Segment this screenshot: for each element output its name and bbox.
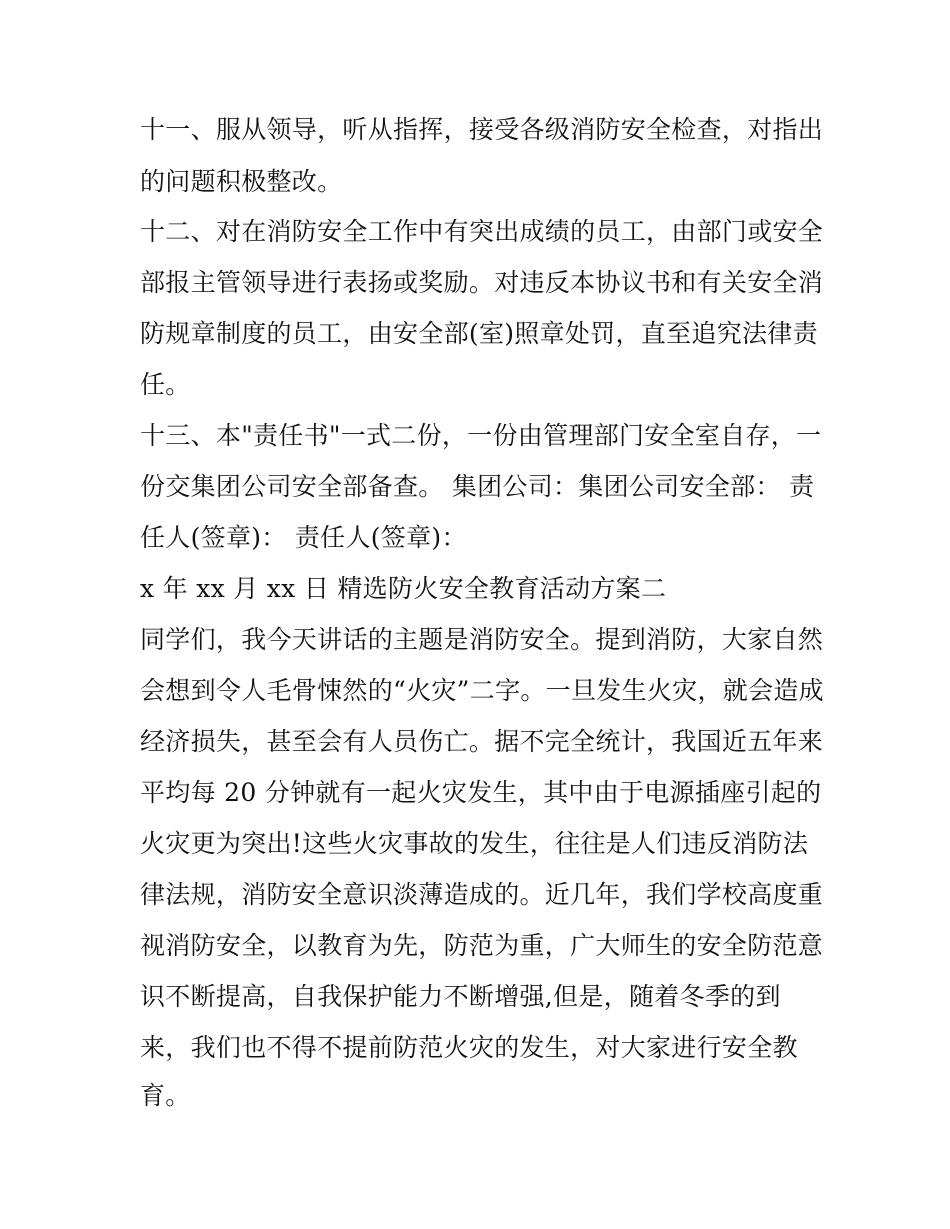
- text-line: 会想到令人毛骨悚然的“火灾”二字。一旦发生火灾，就会造成: [140, 676, 824, 705]
- text-line: 任。: [140, 370, 191, 399]
- text-line: 任人(签章)： 责任人(签章)：: [140, 523, 467, 552]
- text-line: 份交集团公司安全部备查。 集团公司：集团公司安全部： 责: [140, 472, 815, 501]
- text-line: 部报主管领导进行表扬或奖励。对违反本协议书和有关安全消: [140, 268, 824, 297]
- section-title: x 年 xx 月 xx 日 精选防火安全教育活动方案二: [140, 574, 667, 603]
- text-line: 十三、本"责任书"一式二份，一份由管理部门安全室自存，一: [140, 421, 822, 450]
- text-line: 来，我们也不得不提前防范火灾的发生，对大家进行安全教: [140, 1033, 798, 1062]
- text-line: 的问题积极整改。: [140, 167, 343, 196]
- text-line: 视消防安全，以教育为先，防范为重，广大师生的安全防范意: [140, 931, 824, 960]
- text-line: 火灾更为突出!这些火灾事故的发生，往往是人们违反消防法: [140, 829, 809, 858]
- text-line: 平均每 20 分钟就有一起火灾发生，其中由于电源插座引起的: [140, 778, 822, 807]
- text-line: 经济损失，甚至会有人员伤亡。据不完全统计，我国近五年来: [140, 727, 824, 756]
- text-line: 同学们，我今天讲话的主题是消防安全。提到消防，大家自然: [140, 625, 824, 654]
- text-line: 律法规，消防安全意识淡薄造成的。近几年，我们学校高度重: [140, 880, 824, 909]
- text-line: 育。: [140, 1081, 191, 1110]
- text-line: 防规章制度的员工，由安全部(室)照章处罚，直至追究法律责: [140, 319, 818, 348]
- text-line: 十二、对在消防安全工作中有突出成绩的员工，由部门或安全: [140, 217, 824, 246]
- text-line: 十一、服从领导，听从指挥，接受各级消防安全检查，对指出: [140, 115, 824, 144]
- text-line: 识不断提高，自我保护能力不断增强,但是，随着冬季的到: [140, 982, 781, 1011]
